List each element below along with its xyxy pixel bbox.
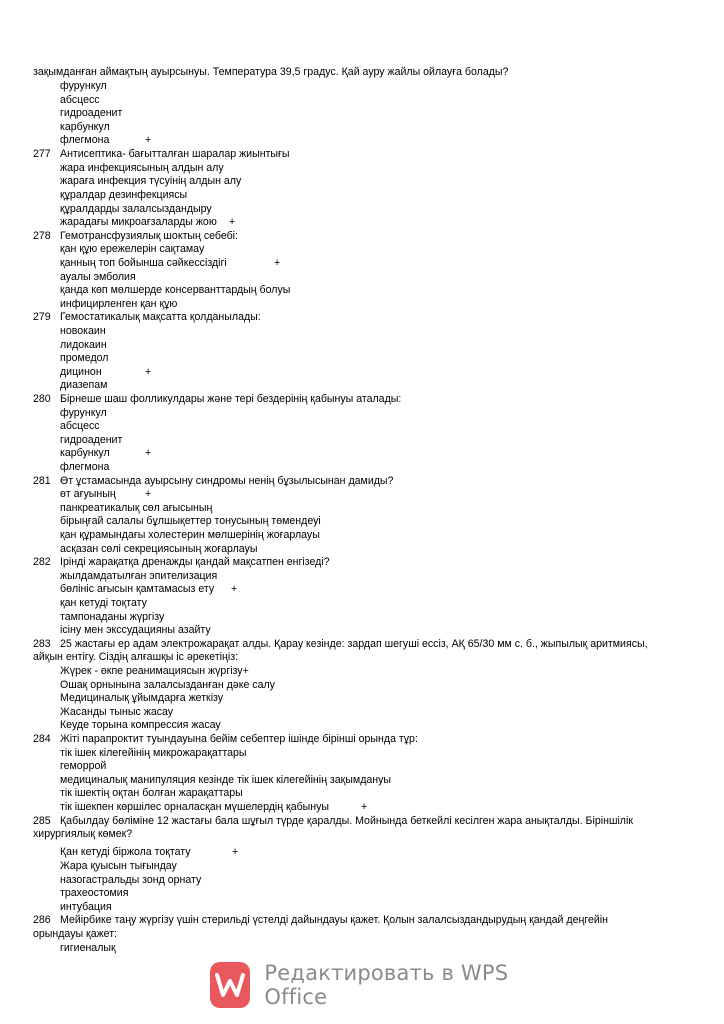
answer-option: жараға инфекция түсуінің алдын алу [60, 175, 242, 187]
answer-option: қан құю ережелерін сақтамау [60, 243, 205, 255]
question-text: Бірнеше шаш фолликулдары және тері бездерінің қабынуы аталады: [60, 393, 402, 405]
correct-mark: + [145, 366, 152, 378]
answer-option: құралдарды залалсыздандыру [60, 203, 212, 215]
answer-option: жара инфекциясының алдын алу [60, 162, 224, 174]
correct-mark: + [232, 846, 239, 858]
answer-option: асқазан сөлі секрециясының жоғарлауы [60, 543, 258, 555]
correct-mark: + [274, 257, 281, 269]
answer-option: жарадағы микроағзаларды жою [60, 216, 217, 228]
answer-option: карбункул [60, 447, 110, 459]
correct-mark: + [229, 216, 236, 228]
question-text: Мейірбике таңу жүргізу үшін стерильді үстелді дайындауы қажет. Қолын залалсыздандырудың қандай деңгейін [60, 914, 608, 926]
answer-option: қан құрамындағы холестерин мөлшерінің жоғарлауы [60, 529, 320, 541]
correct-mark: + [145, 134, 152, 146]
question-text: Антисептика- бағытталған шаралар жиынтығы [60, 148, 290, 160]
correct-mark: + [145, 447, 152, 459]
correct-mark: + [145, 488, 152, 500]
answer-option: Кеуде торына компрессия жасау [60, 719, 221, 731]
answer-option: интубация [60, 901, 112, 913]
question-text-continued: айқын ентігу. Сіздің алғашқы іс әрекетіңіз: [33, 651, 239, 663]
question-number: 281 [33, 475, 51, 487]
question-text: Жіті парапроктит туындауына бейім себептер ішінде бірінші орында тұр: [60, 733, 418, 745]
answer-option: новокаин [60, 325, 106, 337]
answer-option: абсцесс [60, 420, 100, 432]
question-text: Өт ұстамасында ауырсыну синдромы ненің бұзылысынан дамиды? [60, 475, 394, 487]
answer-option: тік ішектің оқтан болған жарақаттары [60, 787, 243, 799]
answer-option: гидроаденит [60, 107, 123, 119]
question-text: Ірінді жарақатқа дренажды қандай мақсатпен енгізеді? [60, 556, 330, 568]
answer-option: диазепам [60, 379, 108, 391]
answer-option: промедол [60, 352, 109, 364]
question-number: 286 [33, 914, 51, 926]
answer-option: фурункул [60, 407, 107, 419]
question-text: Гемотрансфузиялық шоктың себебі: [60, 230, 238, 242]
answer-option: Жүрек - өкпе реанимациясын жүргізу+ [60, 665, 249, 677]
wps-edit-label[interactable]: Редактировать в WPS Office [264, 961, 509, 1009]
answer-option: тік ішек кілегейінің микрожарақаттары [60, 747, 247, 759]
answer-option: өт ағуының [60, 488, 116, 500]
question-text: Гемостатикалық мақсатта қолданылады: [60, 311, 261, 323]
answer-option: бірыңғай салалы бұлшықеттер тонусының төмендеуі [60, 515, 321, 527]
answer-option: ісіну мен экссудацияны азайту [60, 624, 211, 636]
question-number: 284 [33, 733, 51, 745]
question-number: 277 [33, 148, 51, 160]
answer-option: Медициналық ұйымдарға жеткізу [60, 692, 224, 704]
question-number: 279 [33, 311, 51, 323]
wps-logo-icon [210, 962, 250, 1008]
answer-option: гидроаденит [60, 434, 123, 446]
answer-option: гигиеналық [60, 942, 116, 954]
answer-option: Жара қуысын тығындау [60, 860, 177, 872]
answer-option: панкреатикалық сөл ағысының [60, 502, 213, 514]
answer-option: медициналық манипуляция кезінде тік ішек кілегейінің зақымдануы [60, 774, 392, 786]
question-text: Қабылдау бөліміне 12 жастағы бала шұғыл түрде қаралды. Мойнында беткейлі кесілген жара анықталды. Біріншілік [60, 815, 633, 827]
answer-option: тампонаданы жүргізу [60, 611, 165, 623]
answer-option: тік ішекпен көршілес орналасқан мүшелердің қабынуы [60, 801, 330, 813]
question-number: 285 [33, 815, 51, 827]
answer-option: абсцесс [60, 94, 100, 106]
correct-mark: + [361, 801, 368, 813]
question-text: зақымданған аймақтың ауырсынуы. Температура 39,5 градус. Қай ауру жайлы ойлауға болады? [33, 66, 509, 78]
question-text: 25 жастағы ер адам электрожарақат алды. Қарау кезінде: зардап шегуші ессіз, АҚ 65/30 мм с. б., жыпылық аритмиясы, [60, 638, 648, 650]
answer-option: флегмона [60, 134, 110, 146]
question-number: 278 [33, 230, 51, 242]
answer-option: Қан кетуді біржола тоқтату [60, 846, 191, 858]
answer-option: бөлініс ағысын қамтамасыз ету [60, 583, 215, 595]
answer-option: дицинон [60, 366, 102, 378]
answer-option: жылдамдатылған эпителизация [60, 570, 218, 582]
question-number: 280 [33, 393, 51, 405]
wps-edit-banner[interactable] [210, 962, 540, 1008]
answer-option: назогастральды зонд орнату [60, 874, 202, 886]
question-text-continued: орындауы қажет: [33, 928, 118, 940]
answer-option: фурункул [60, 80, 107, 92]
correct-mark: + [231, 583, 238, 595]
answer-option: инфицирленген қан құю [60, 298, 178, 310]
answer-option: қанның топ бойынша сәйкессіздігі [60, 257, 227, 269]
answer-option: лидокаин [60, 339, 107, 351]
answer-option: қанда көп мөлшерде консерванттардың болуы [60, 284, 291, 296]
answer-option: құралдар дезинфекциясы [60, 189, 188, 201]
question-number: 282 [33, 556, 51, 568]
answer-option: трахеостомия [60, 887, 129, 899]
question-number: 283 [33, 638, 51, 650]
answer-option: карбункул [60, 121, 110, 133]
answer-option: флегмона [60, 461, 110, 473]
answer-option: Жасанды тыныс жасау [60, 706, 174, 718]
answer-option: Ошақ орнынына залалсызданған дәке салу [60, 679, 275, 691]
question-text-continued: хирургиялық көмек? [33, 828, 133, 840]
answer-option: геморрой [60, 760, 107, 772]
answer-option: қан кетуді тоқтату [60, 597, 147, 609]
answer-option: ауалы эмболия [60, 271, 136, 283]
